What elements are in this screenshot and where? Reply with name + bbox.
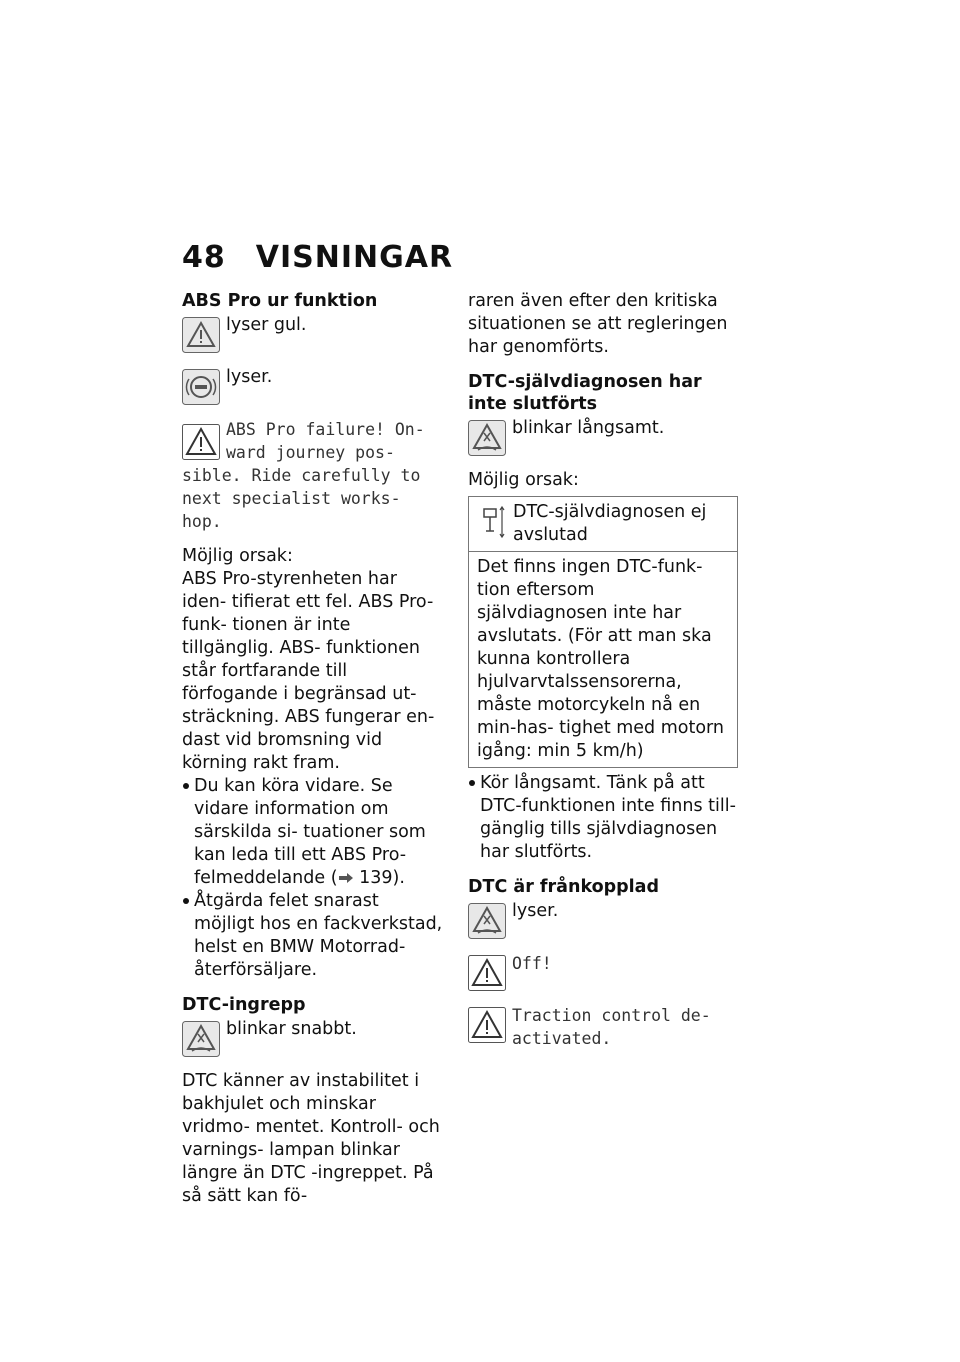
page-title: VISNINGAR bbox=[255, 240, 454, 275]
section-heading-dtc-intervention: DTC-ingrepp bbox=[182, 995, 306, 1015]
page-reference[interactable]: 139 bbox=[359, 868, 393, 888]
list-item: Åtgärda felet snarast möjligt hos en fackverkstad, helst en BMW Motorrad-återförsäljare. bbox=[182, 890, 444, 982]
abs-message-line-2: ward journey pos- bbox=[226, 443, 395, 462]
dtc-light-icon bbox=[182, 1021, 220, 1057]
dtc-light-icon bbox=[468, 903, 506, 939]
abs-message-line-3: sible. Ride carefully to bbox=[182, 466, 421, 485]
dtc-diagnosis-row bbox=[468, 417, 738, 457]
traction-message-line-1: Traction control de- bbox=[512, 1006, 711, 1025]
dtc-intervention-row-text: blinkar snabbt. bbox=[226, 1019, 357, 1039]
dtc-off-row-message bbox=[468, 952, 738, 992]
page-header bbox=[182, 240, 453, 275]
warning-light-yellow-icon bbox=[182, 317, 220, 353]
abs-message-line-4: next specialist works- bbox=[182, 489, 401, 508]
page-reference-arrow-icon bbox=[338, 873, 354, 883]
abs-bullets bbox=[182, 775, 444, 982]
right-column bbox=[468, 290, 738, 1062]
abs-row-yellow bbox=[182, 314, 444, 354]
info-box-header bbox=[469, 497, 738, 552]
info-box-body: Det finns ingen DTC-funk- tion eftersom självdiagnosen inte har avslutats. (För att man ska kunna kontrollera hjulvarvtalssensorerna, måste motorcykeln nå en min-has- tighet med motorn igång: min 5 km/h) bbox=[469, 552, 738, 768]
dtc-off-row-light bbox=[468, 900, 738, 940]
list-item: Kör långsamt. Tänk på att DTC-funktionen inte finns till- gänglig tills självdiagnosen har slutförts. bbox=[468, 772, 738, 864]
section-heading-abs: ABS Pro ur funktion bbox=[182, 291, 378, 311]
abs-message-line-1: ABS Pro failure! On- bbox=[226, 420, 425, 439]
engine-piston-icon bbox=[481, 505, 507, 539]
dtc-light-icon bbox=[468, 420, 506, 456]
abs-row-light bbox=[182, 366, 444, 406]
left-column bbox=[182, 290, 444, 1208]
abs-row-light-text: lyser. bbox=[226, 367, 273, 387]
general-warning-icon bbox=[182, 424, 220, 460]
dtc-diagnosis-bullets bbox=[468, 772, 738, 864]
page-number: 48 bbox=[182, 240, 226, 275]
abs-light-icon bbox=[182, 369, 220, 405]
dtc-intervention-row bbox=[182, 1018, 444, 1058]
dtc-diagnosis-row-text: blinkar långsamt. bbox=[512, 418, 665, 438]
list-item: Du kan köra vidare. Se vidare information om särskilda si- tuationer som kan leda till ett ABS Pro-felmeddelande ( 139). bbox=[182, 775, 444, 890]
dtc-diagnosis-cause-label: Möjlig orsak: bbox=[468, 470, 579, 490]
dtc-intervention-body-continued: raren även efter den kritiska situationen se att regleringen har genomförts. bbox=[468, 291, 728, 357]
dtc-off-row-traction bbox=[468, 1004, 738, 1050]
dtc-intervention-body: DTC känner av instabilitet i bakhjulet och minskar vridmo- mentet. Kontroll- och varnings- lampan blinkar längre än DTC -ingreppet. På så sätt kan fö- bbox=[182, 1071, 440, 1206]
traction-message-line-2: activated. bbox=[512, 1029, 612, 1048]
traction-message bbox=[468, 1004, 738, 1050]
dtc-diagnosis-info-box bbox=[468, 496, 738, 768]
abs-cause-text: ABS Pro-styrenheten har iden- tifierat ett fel. ABS Pro-funk- tionen är inte tillgänglig. ABS- funktionen står fortfarande till förfogande i begränsad ut- sträckning. ABS fungerar en- dast vid bromsning vid körning rakt fram. bbox=[182, 569, 435, 773]
general-warning-icon bbox=[468, 1007, 506, 1043]
abs-message-block bbox=[182, 418, 444, 533]
abs-message-line-5: hop. bbox=[182, 512, 222, 531]
section-heading-dtc-diagnosis: DTC-självdiagnosen har inte slutförts bbox=[468, 372, 702, 414]
section-heading-dtc-off: DTC är frånkopplad bbox=[468, 877, 660, 897]
dtc-off-row-light-text: lyser. bbox=[512, 901, 559, 921]
dtc-off-message: Off! bbox=[512, 954, 552, 973]
abs-cause-label: Möjlig orsak: bbox=[182, 546, 293, 566]
abs-row-yellow-text: lyser gul. bbox=[226, 315, 307, 335]
general-warning-icon bbox=[468, 955, 506, 991]
info-box-header-text: DTC-självdiagnosen ej avslutad bbox=[513, 502, 707, 545]
